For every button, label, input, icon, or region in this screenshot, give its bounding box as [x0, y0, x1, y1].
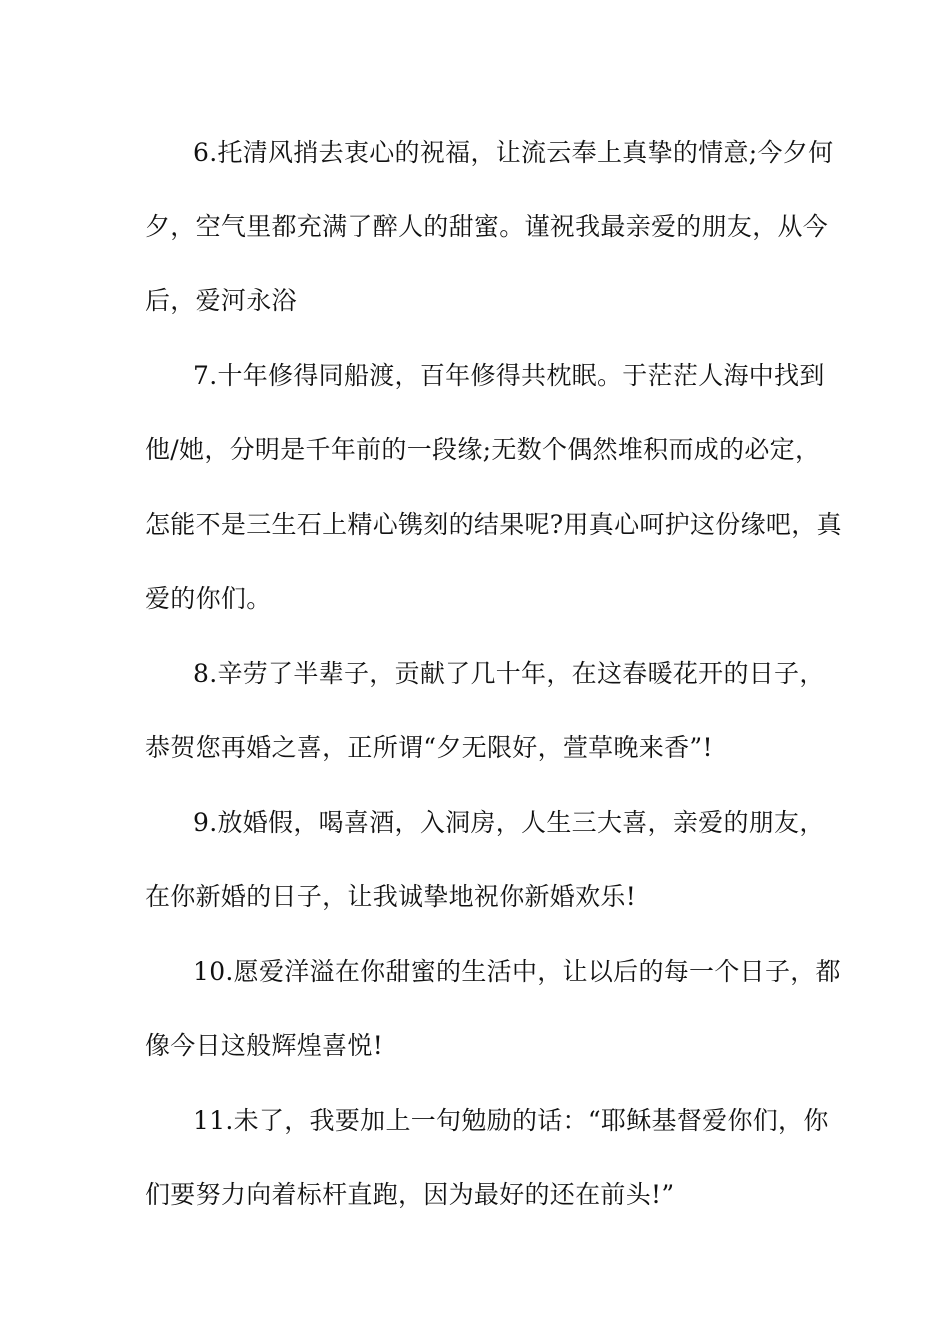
paragraph-line: 在你新婚的日子，让我诚挚地祝你新婚欢乐!: [145, 882, 637, 911]
paragraph-line: 恭贺您再婚之喜，正所谓“夕无限好，萱草晚来香”!: [145, 733, 713, 762]
paragraph-line: 7.十年修得同船渡，百年修得共枕眠。于茫茫人海中找到: [193, 361, 825, 390]
paragraph-line: 爱的你们。: [145, 584, 272, 613]
paragraph-line: 8.辛劳了半辈子，贡献了几十年，在这春暖花开的日子，: [193, 659, 825, 688]
paragraph-line: 9.放婚假，喝喜酒，入洞房，人生三大喜，亲爱的朋友，: [193, 808, 825, 837]
paragraph-line: 6.托清风捎去衷心的祝福，让流云奉上真挚的情意;今夕何: [193, 138, 834, 167]
paragraph-line: 后，爱河永浴: [145, 286, 297, 315]
paragraph-line: 怎能不是三生石上精心镌刻的结果呢?用真心呵护这份缘吧，真: [145, 510, 842, 539]
paragraph-line: 11.未了，我要加上一句勉励的话：“耶稣基督爱你们，你: [193, 1106, 829, 1135]
paragraph-line: 夕，空气里都充满了醉人的甜蜜。谨祝我最亲爱的朋友，从今: [145, 212, 829, 241]
paragraph-line: 他/她，分明是千年前的一段缘;无数个偶然堆积而成的必定，: [145, 435, 821, 464]
paragraph-line: 像今日这般辉煌喜悦!: [145, 1031, 384, 1060]
paragraph-line: 10.愿爱洋溢在你甜蜜的生活中，让以后的每一个日子，都: [193, 957, 841, 986]
paragraph-line: 们要努力向着标杆直跑，因为最好的还在前头!”: [145, 1180, 675, 1209]
